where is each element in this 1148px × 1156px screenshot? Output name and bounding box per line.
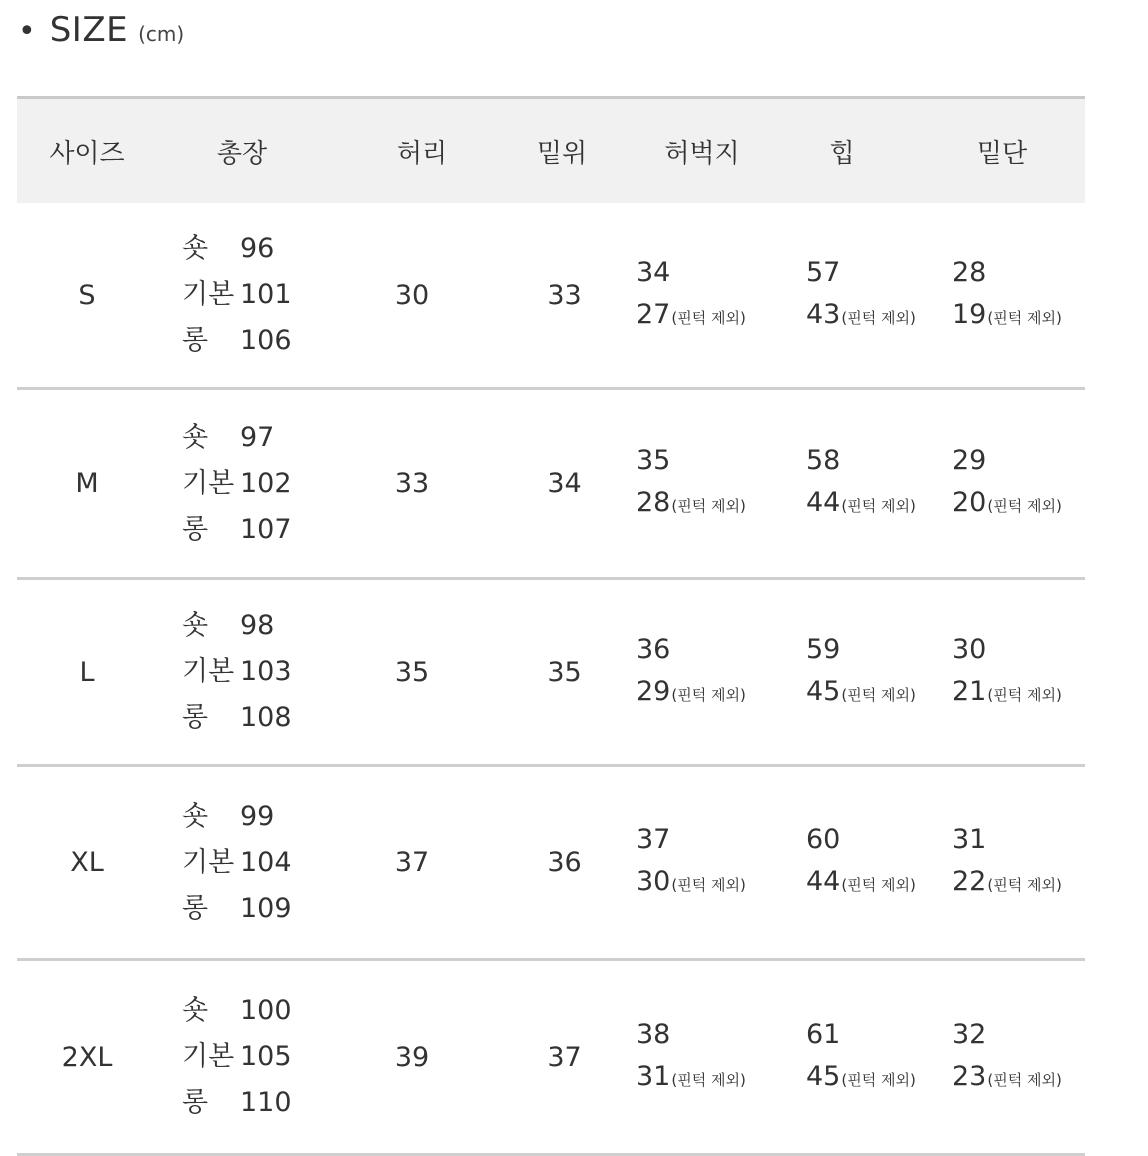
length-label: 숏 <box>182 610 209 641</box>
thigh-value-excl <box>636 864 746 903</box>
hip-value: 61 <box>806 1018 841 1050</box>
length-line <box>182 1085 292 1121</box>
length-label: 숏 <box>182 995 209 1026</box>
thigh-cell <box>636 203 746 387</box>
bullet: • <box>18 14 36 49</box>
length-label: 롱 <box>182 702 209 733</box>
hem-cell <box>952 580 1062 764</box>
hip-value-excl <box>806 485 916 524</box>
header-rise: 밑위 <box>536 138 588 169</box>
hip-cell <box>806 767 916 958</box>
header-size: 사이즈 <box>49 138 125 169</box>
pintuck-note: (핀턱 제외) <box>841 308 916 327</box>
length-label: 숏 <box>182 233 209 264</box>
thigh-cell <box>636 390 746 577</box>
hip-value-alt: 44 <box>806 866 841 897</box>
pintuck-note: (핀턱 제외) <box>671 685 746 704</box>
thigh-value: 35 <box>636 445 671 476</box>
hem-value: 29 <box>952 445 987 476</box>
length-line <box>182 845 292 881</box>
thigh-value-alt: 29 <box>636 675 671 707</box>
hip-value-alt: 44 <box>806 487 841 518</box>
rise-cell: 33 <box>547 279 582 311</box>
length-value: 106 <box>240 325 292 356</box>
length-value: 105 <box>240 1041 292 1072</box>
hem-value-excl <box>952 674 1062 713</box>
length-value: 97 <box>240 421 275 453</box>
thigh-value-excl <box>636 1059 746 1098</box>
waist-cell: 39 <box>394 1041 430 1073</box>
length-label: 기본 <box>182 1041 235 1072</box>
thigh-value: 38 <box>636 1018 671 1050</box>
length-value: 109 <box>240 892 292 924</box>
table-row <box>17 390 1085 580</box>
table-row <box>17 767 1085 961</box>
hip-value: 58 <box>806 445 841 476</box>
pintuck-note: (핀턱 제외) <box>987 1070 1062 1089</box>
length-value: 102 <box>240 467 292 499</box>
length-label: 롱 <box>182 325 209 356</box>
pintuck-note: (핀턱 제외) <box>841 497 916 515</box>
length-label: 숏 <box>182 421 209 453</box>
length-value: 96 <box>240 233 275 264</box>
pintuck-note: (핀턱 제외) <box>671 1070 746 1089</box>
hem-cell <box>952 390 1062 577</box>
title-unit: (cm) <box>138 22 185 46</box>
length-cell <box>182 961 292 1153</box>
thigh-value-alt: 30 <box>636 866 671 897</box>
title-text: SIZE <box>49 10 129 50</box>
hip-value: 60 <box>806 824 841 855</box>
length-value: 99 <box>240 800 275 832</box>
hem-cell <box>952 203 1062 387</box>
hip-value-excl <box>806 1059 916 1098</box>
waist-cell: 37 <box>394 847 430 878</box>
length-value: 107 <box>240 513 292 545</box>
pintuck-note: (핀턱 제외) <box>671 876 746 894</box>
length-label: 롱 <box>182 513 209 545</box>
header-hip: 힙 <box>829 138 855 169</box>
hip-cell <box>806 203 916 387</box>
hem-value-alt: 19 <box>952 298 987 330</box>
length-value: 110 <box>240 1087 292 1118</box>
hip-value: 59 <box>806 633 841 665</box>
table-header <box>17 96 1085 203</box>
pintuck-note: (핀턱 제외) <box>987 308 1062 327</box>
hip-value-excl <box>806 674 916 713</box>
length-label: 기본 <box>182 846 235 878</box>
pintuck-note: (핀턱 제외) <box>987 685 1062 704</box>
hem-value: 32 <box>952 1018 987 1050</box>
length-label: 기본 <box>182 656 235 687</box>
hip-cell <box>806 961 916 1153</box>
thigh-cell <box>636 580 746 764</box>
length-line <box>182 700 292 736</box>
size-cell: S <box>78 279 96 311</box>
length-cell <box>182 390 292 577</box>
thigh-value-excl <box>636 674 746 713</box>
hem-value-alt: 22 <box>952 866 987 897</box>
length-line <box>182 323 292 359</box>
pintuck-note: (핀턱 제외) <box>841 1070 916 1089</box>
pintuck-note: (핀턱 제외) <box>987 876 1062 894</box>
header-length: 총장 <box>216 138 268 169</box>
rise-cell: 34 <box>547 468 582 499</box>
hem-cell <box>952 961 1062 1153</box>
rise-cell: 37 <box>547 1041 582 1073</box>
size-cell: XL <box>70 847 104 878</box>
pintuck-note: (핀턱 제외) <box>987 497 1062 515</box>
length-label: 기본 <box>182 279 235 310</box>
length-line <box>182 993 292 1029</box>
hip-cell <box>806 580 916 764</box>
rise-cell: 36 <box>547 847 582 878</box>
thigh-value: 34 <box>636 256 671 288</box>
hip-value: 57 <box>806 256 841 288</box>
thigh-cell <box>636 961 746 1153</box>
pintuck-note: (핀턱 제외) <box>841 876 916 894</box>
hem-value-excl <box>952 1059 1062 1098</box>
hip-value-alt: 45 <box>806 675 841 707</box>
hem-value-excl <box>952 485 1062 524</box>
size-cell: L <box>79 656 95 688</box>
length-value: 98 <box>240 610 275 641</box>
thigh-value-excl <box>636 485 746 524</box>
length-line <box>182 512 292 548</box>
waist-cell: 35 <box>394 656 430 688</box>
length-line <box>182 277 292 313</box>
waist-cell: 33 <box>394 468 430 499</box>
thigh-value-excl <box>636 297 746 336</box>
size-cell: M <box>75 468 99 499</box>
length-value: 103 <box>240 656 292 687</box>
hem-value-alt: 20 <box>952 487 987 518</box>
hem-cell <box>952 767 1062 958</box>
length-value: 101 <box>240 279 292 310</box>
hip-value-alt: 45 <box>806 1060 841 1092</box>
waist-cell: 30 <box>394 279 430 311</box>
hip-value-excl <box>806 864 916 903</box>
hem-value: 31 <box>952 824 987 855</box>
table-row <box>17 203 1085 390</box>
thigh-value-alt: 31 <box>636 1060 671 1092</box>
pintuck-note: (핀턱 제외) <box>841 685 916 704</box>
length-value: 100 <box>240 995 292 1026</box>
length-label: 롱 <box>182 1087 209 1118</box>
length-label: 기본 <box>182 467 235 499</box>
hip-value-excl <box>806 297 916 336</box>
size-table <box>17 96 1085 1156</box>
rise-cell: 35 <box>547 656 582 688</box>
thigh-value-alt: 27 <box>636 298 671 330</box>
length-line <box>182 1039 292 1075</box>
length-line <box>182 891 292 927</box>
length-line <box>182 466 292 502</box>
length-line <box>182 799 292 835</box>
size-cell: 2XL <box>61 1041 113 1073</box>
length-cell <box>182 203 292 387</box>
hem-value-excl <box>952 297 1062 336</box>
thigh-value: 36 <box>636 633 671 665</box>
length-line <box>182 231 292 267</box>
hem-value-alt: 21 <box>952 675 987 707</box>
thigh-value: 37 <box>636 824 671 855</box>
length-cell <box>182 767 292 958</box>
table-row <box>17 961 1085 1156</box>
hip-value-alt: 43 <box>806 298 841 330</box>
header-waist: 허리 <box>396 138 448 169</box>
header-thigh: 허벅지 <box>664 138 740 169</box>
length-value: 104 <box>240 846 292 878</box>
length-label: 숏 <box>182 800 209 832</box>
length-cell <box>182 580 292 764</box>
header-hem: 밑단 <box>976 138 1028 169</box>
table-row <box>17 580 1085 767</box>
thigh-value-alt: 28 <box>636 487 671 518</box>
pintuck-note: (핀턱 제외) <box>671 497 746 515</box>
length-value: 108 <box>240 702 292 733</box>
hem-value-excl <box>952 864 1062 903</box>
pintuck-note: (핀턱 제외) <box>671 308 746 327</box>
hip-cell <box>806 390 916 577</box>
length-line <box>182 654 292 690</box>
thigh-cell <box>636 767 746 958</box>
hem-value-alt: 23 <box>952 1060 987 1092</box>
size-title <box>18 10 184 50</box>
length-line <box>182 420 292 456</box>
length-line <box>182 608 292 644</box>
hem-value: 28 <box>952 256 987 288</box>
hem-value: 30 <box>952 633 987 665</box>
table-body <box>17 203 1085 1156</box>
length-label: 롱 <box>182 892 209 924</box>
